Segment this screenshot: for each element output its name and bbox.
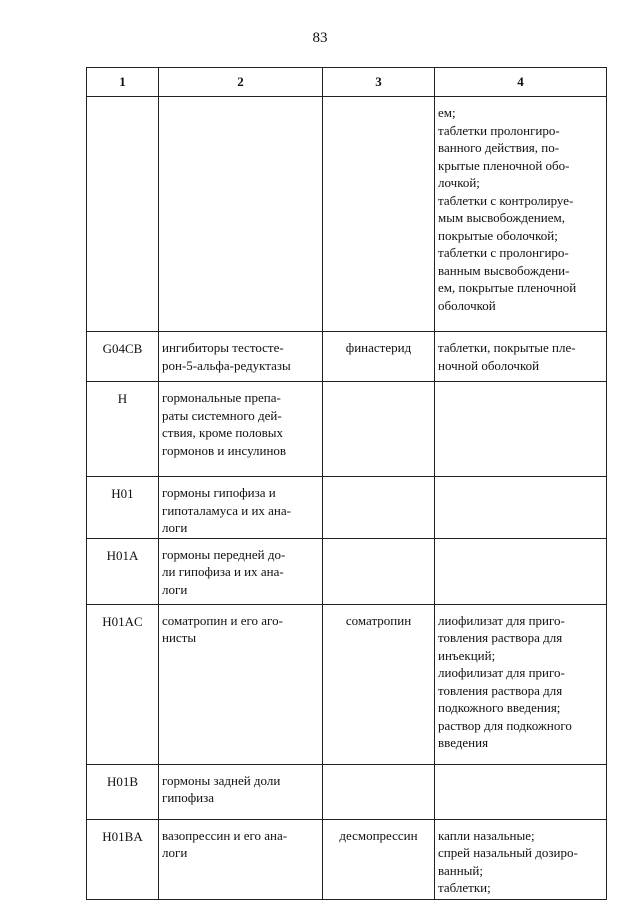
dosage-form-line: введения [438,735,489,750]
inn-cell [323,764,435,819]
inn-cell [323,477,435,539]
dosage-form-line: раствор для подкожного [438,717,572,733]
dosage-form-line: лиофилизат для приго- [438,665,565,680]
anatomical-group-cell [159,97,323,332]
group-text-line: гормоны задней доли [162,772,281,788]
dosage-form-line: ем, покрытые пленочной [438,280,577,295]
dosage-forms-cell [435,97,607,332]
group-text-line: гормоны гипофиза и [162,485,276,500]
group-text-line: гормонов и инсулинов [162,442,287,458]
inn-cell: финастерид [323,332,435,382]
dosage-form-line: крытые пленочной обо- [438,157,570,173]
table-row [87,819,607,899]
drug-table [86,67,607,900]
dosage-form-line: ем; [438,105,456,120]
dosage-form-line: таблетки с контролируе- [438,192,574,208]
header-row [87,68,607,97]
group-text-line: соматропин и его аго- [162,612,283,628]
dosage-form-line: таблетки; [438,880,491,895]
table-row [87,332,607,382]
group-text-line: логи [162,581,188,597]
dosage-forms-cell [435,382,607,477]
table-row [87,604,607,764]
inn-cell: десмопрессин [323,819,435,899]
dosage-forms-cell [435,819,607,899]
dosage-form-line: оболочкой [438,297,496,313]
inn-cell [323,538,435,604]
dosage-form-line: ванным высвобождени- [438,262,570,278]
anatomical-group-cell [159,382,323,477]
dosage-form-line: подкожного введения; [438,700,561,715]
anatomical-group-cell [159,332,323,382]
table-row [87,477,607,539]
group-text-line: ли гипофиза и их ана- [162,564,284,579]
atc-code-cell: H [87,382,159,477]
inn-cell [323,97,435,332]
anatomical-group-cell [159,764,323,819]
column-header-4: 4 [435,68,607,97]
group-text-line: логи [162,520,188,535]
dosage-form-line: лочкой; [438,175,480,190]
anatomical-group-cell [159,538,323,604]
inn-cell: соматропин [323,604,435,764]
table-row [87,764,607,819]
atc-code-cell: H01 [87,477,159,539]
anatomical-group-cell [159,819,323,899]
dosage-form-line: спрей назальный дозиро- [438,845,578,860]
column-header-1: 1 [87,68,159,97]
dosage-form-line: таблетки пролонгиро- [438,122,560,138]
dosage-forms-cell [435,604,607,764]
table-row [87,538,607,604]
atc-code-cell: H01A [87,538,159,604]
group-text-line: логи [162,845,188,860]
group-text-line: гормоны передней до- [162,546,286,562]
column-header-2: 2 [159,68,323,97]
inn-cell [323,382,435,477]
dosage-form-line: мым высвобождением, [438,210,565,225]
page-number: 83 [312,30,328,46]
dosage-form-line: капли назальные; [438,827,535,843]
group-text-line: ингибиторы тестосте- [162,340,284,355]
column-header-3: 3 [323,68,435,97]
atc-code-cell: H01AC [87,604,159,764]
group-text-line: гипофиза [162,790,215,805]
atc-code-cell: H01B [87,764,159,819]
group-text-line: раты системного дей- [162,407,282,423]
group-text-line: нисты [162,630,197,645]
table-row [87,97,607,332]
dosage-form-line: ванного действия, по- [438,140,560,155]
atc-code-cell [87,97,159,332]
group-text-line: вазопрессин и его ана- [162,827,288,843]
anatomical-group-cell [159,477,323,539]
group-text-line: гормональные препа- [162,390,281,405]
dosage-form-line: таблетки с пролонгиро- [438,245,569,260]
dosage-form-line: таблетки, покрытые пле- [438,340,576,355]
group-text-line: ствия, кроме половых [162,425,283,440]
dosage-form-line: ночной оболочкой [438,357,540,373]
table-body [87,97,607,900]
anatomical-group-cell [159,604,323,764]
dosage-form-line: инъекций; [438,647,496,663]
group-text-line: гипоталамуса и их ана- [162,502,291,518]
dosage-form-line: покрытые оболочкой; [438,227,558,243]
dosage-form-line: лиофилизат для приго- [438,612,565,628]
dosage-forms-cell [435,764,607,819]
dosage-form-line: товления раствора для [438,630,563,645]
atc-code-cell: H01BA [87,819,159,899]
dosage-forms-cell [435,538,607,604]
dosage-forms-cell [435,332,607,382]
group-text-line: рон-5-альфа-редуктазы [162,357,291,373]
dosage-forms-cell [435,477,607,539]
atc-code-cell: G04CB [87,332,159,382]
dosage-form-line: ванный; [438,862,483,878]
dosage-form-line: товления раствора для [438,682,563,698]
table-row [87,382,607,477]
